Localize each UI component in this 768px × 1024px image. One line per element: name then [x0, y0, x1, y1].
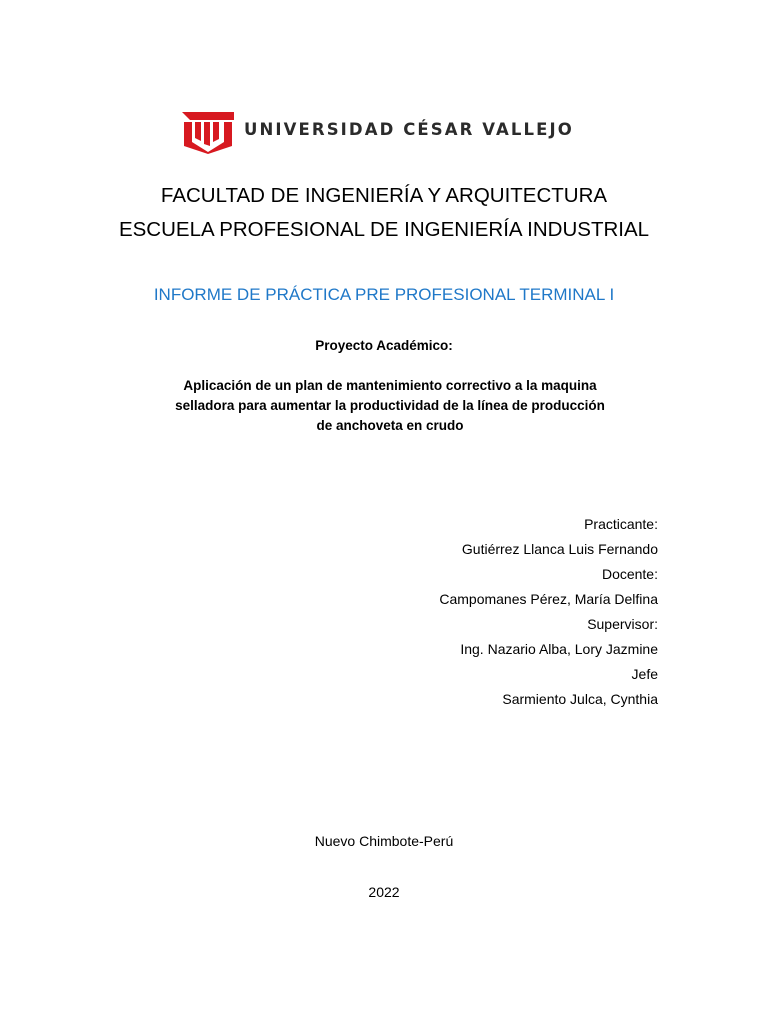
docente-name: Campomanes Pérez, María Delfina: [439, 591, 658, 607]
report-title: INFORME DE PRÁCTICA PRE PROFESIONAL TERMINAL I: [153, 285, 615, 304]
participants-block: [439, 512, 658, 712]
school-heading: ESCUELA PROFESIONAL DE INGENIERÍA INDUSTRIAL: [118, 218, 650, 241]
city-location: Nuevo Chimbote-Perú: [314, 833, 454, 849]
university-logo: [182, 106, 574, 154]
project-label: Proyecto Académico:: [315, 338, 453, 353]
jefe-name: Sarmiento Julca, Cynthia: [502, 691, 658, 707]
practicante-label: Practicante:: [584, 516, 658, 532]
supervisor-name: Ing. Nazario Alba, Lory Jazmine: [460, 641, 658, 657]
project-title-line: selladora para aumentar la productividad de la línea de producción: [175, 398, 605, 413]
project-title-line: Aplicación de un plan de mantenimiento correctivo a la maquina: [183, 378, 597, 393]
supervisor-label: Supervisor:: [587, 616, 658, 632]
project-title-line: de anchoveta en crudo: [316, 418, 464, 433]
university-crest-icon: [182, 108, 234, 154]
faculty-heading: FACULTAD DE INGENIERÍA Y ARQUITECTURA: [160, 184, 608, 207]
year: 2022: [368, 884, 400, 900]
docente-label: Docente:: [601, 566, 658, 582]
university-name: UNIVERSIDAD CÉSAR VALLEJO: [244, 120, 574, 139]
jefe-label: Jefe: [631, 666, 658, 682]
project-title: [130, 376, 650, 436]
practicante-name: Gutiérrez Llanca Luis Fernando: [461, 541, 658, 557]
